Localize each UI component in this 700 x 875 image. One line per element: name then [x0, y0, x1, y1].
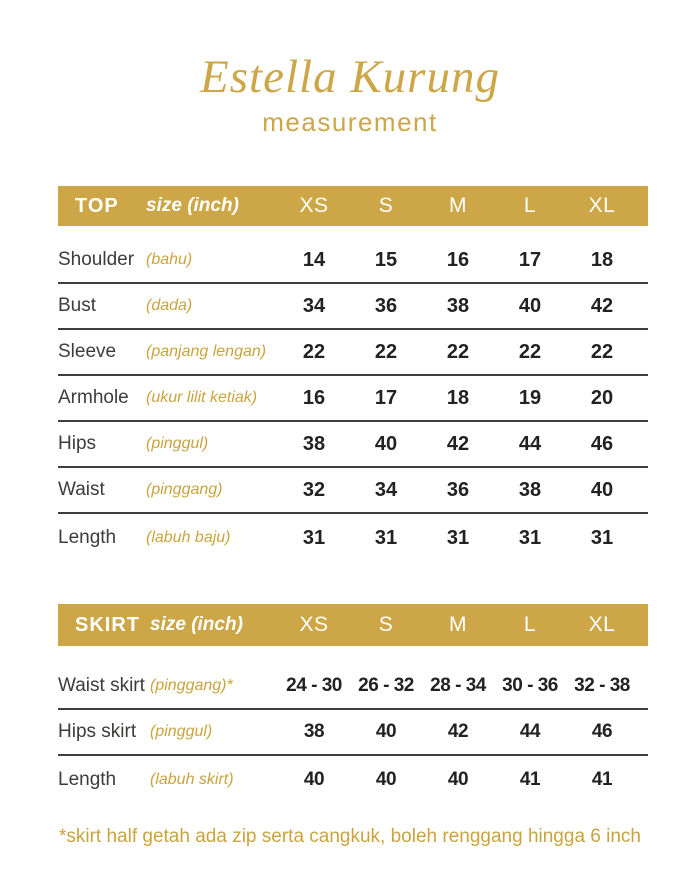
size-tables	[0, 186, 700, 804]
cell-value: 22	[374, 340, 398, 363]
cell-value: 42	[590, 294, 614, 317]
cell-value: 36	[374, 294, 398, 317]
cell-value: 40	[375, 721, 397, 743]
cell-value: 17	[374, 386, 398, 409]
size-col-l: L	[523, 613, 537, 637]
row-sleeve	[58, 330, 648, 376]
cell-value: 18	[590, 248, 614, 271]
row-values	[278, 341, 638, 364]
cell-value: 22	[446, 340, 470, 363]
row-label: Waist	[58, 479, 105, 501]
row-length	[58, 514, 648, 562]
row-label: Sleeve	[58, 341, 117, 363]
row-label: Length	[58, 769, 117, 791]
size-col-s: S	[378, 194, 394, 218]
page-subtitle: measurement	[262, 107, 438, 138]
cell-value: 40	[375, 769, 397, 791]
cell-value: 22	[518, 340, 542, 363]
cell-value: 32	[302, 478, 326, 501]
cell-value: 41	[519, 769, 541, 791]
row-values	[278, 295, 638, 318]
cell-value: 22	[302, 340, 326, 363]
size-col-xl: XL	[588, 613, 616, 637]
cell-value: 16	[302, 386, 326, 409]
row-values	[278, 479, 638, 502]
row-values	[278, 249, 638, 272]
row-translation: (labuh skirt)	[150, 771, 234, 789]
cell-value: 16	[446, 248, 470, 271]
size-col-xs: XS	[299, 194, 329, 218]
row-values	[278, 387, 638, 410]
cell-value: 18	[446, 386, 470, 409]
cell-value: 44	[518, 432, 542, 455]
cell-value: 36	[446, 478, 470, 501]
table-header-bar	[58, 604, 648, 646]
cell-value: 40	[447, 769, 469, 791]
cell-value: 42	[446, 432, 470, 455]
row-translation: (dada)	[146, 297, 193, 315]
row-bust	[58, 284, 648, 330]
row-translation: (ukur lilit ketiak)	[146, 389, 258, 407]
row-translation: (pinggul)	[146, 435, 209, 453]
cell-value: 42	[447, 721, 469, 743]
row-translation: (pinggang)*	[150, 677, 233, 695]
row-label: Armhole	[58, 387, 129, 409]
cell-value: 32 - 38	[574, 675, 630, 697]
cell-value: 24 - 30	[286, 675, 342, 697]
cell-value: 46	[590, 432, 614, 455]
row-label: Length	[58, 527, 117, 549]
row-shoulder	[58, 226, 648, 284]
row-values	[278, 675, 638, 697]
cell-value: 31	[590, 526, 614, 549]
title-block	[0, 0, 700, 138]
table-header-bar	[58, 186, 648, 226]
row-label: Hips	[58, 433, 97, 455]
row-translation: (pinggang)	[146, 481, 223, 499]
cell-value: 41	[591, 769, 613, 791]
footnote: *skirt half getah ada zip serta cangkuk, boleh renggang hingga 6 inch	[58, 826, 641, 848]
cell-value: 31	[518, 526, 542, 549]
size-column-headers	[278, 613, 638, 637]
size-col-m: M	[449, 194, 467, 218]
cell-value: 30 - 36	[502, 675, 558, 697]
cell-value: 38	[302, 432, 326, 455]
cell-value: 22	[590, 340, 614, 363]
size-unit-label: size (inch)	[150, 614, 243, 636]
row-hips	[58, 422, 648, 468]
cell-value: 34	[302, 294, 326, 317]
row-translation: (pinggul)	[150, 723, 213, 741]
row-translation: (bahu)	[146, 251, 193, 269]
size-col-s: S	[378, 613, 394, 637]
cell-value: 31	[374, 526, 398, 549]
row-armhole	[58, 376, 648, 422]
row-length	[58, 756, 648, 804]
cell-value: 17	[518, 248, 542, 271]
cell-value: 28 - 34	[430, 675, 486, 697]
row-values	[278, 721, 638, 743]
row-label: Shoulder	[58, 249, 135, 271]
cell-value: 40	[518, 294, 542, 317]
size-unit-label: size (inch)	[146, 195, 239, 217]
cell-value: 14	[302, 248, 326, 271]
cell-value: 40	[374, 432, 398, 455]
size-col-xs: XS	[299, 613, 329, 637]
cell-value: 34	[374, 478, 398, 501]
size-col-l: L	[523, 194, 537, 218]
cell-value: 38	[303, 721, 325, 743]
cell-value: 40	[590, 478, 614, 501]
cell-value: 38	[446, 294, 470, 317]
cell-value: 15	[374, 248, 398, 271]
row-waist-skirt	[58, 646, 648, 710]
skirt-size-table	[58, 604, 648, 804]
size-col-m: M	[449, 613, 467, 637]
cell-value: 40	[303, 769, 325, 791]
row-label: Bust	[58, 295, 97, 317]
table-title: TOP	[75, 194, 119, 217]
cell-value: 19	[518, 386, 542, 409]
cell-value: 31	[446, 526, 470, 549]
row-waist	[58, 468, 648, 514]
row-values	[278, 433, 638, 456]
cell-value: 38	[518, 478, 542, 501]
table-title: SKIRT	[75, 613, 140, 636]
row-hips-skirt	[58, 710, 648, 756]
row-translation: (labuh baju)	[146, 529, 231, 547]
cell-value: 31	[302, 526, 326, 549]
cell-value: 46	[591, 721, 613, 743]
cell-value: 26 - 32	[358, 675, 414, 697]
top-size-table	[58, 186, 648, 562]
cell-value: 44	[519, 721, 541, 743]
row-values	[278, 769, 638, 791]
cell-value: 20	[590, 386, 614, 409]
row-label: Hips skirt	[58, 721, 137, 743]
row-translation: (panjang lengan)	[146, 343, 267, 361]
row-label: Waist skirt	[58, 675, 145, 697]
size-col-xl: XL	[588, 194, 616, 218]
row-values	[278, 527, 638, 550]
size-column-headers	[278, 194, 638, 218]
page-title: Estella Kurung	[200, 51, 500, 103]
